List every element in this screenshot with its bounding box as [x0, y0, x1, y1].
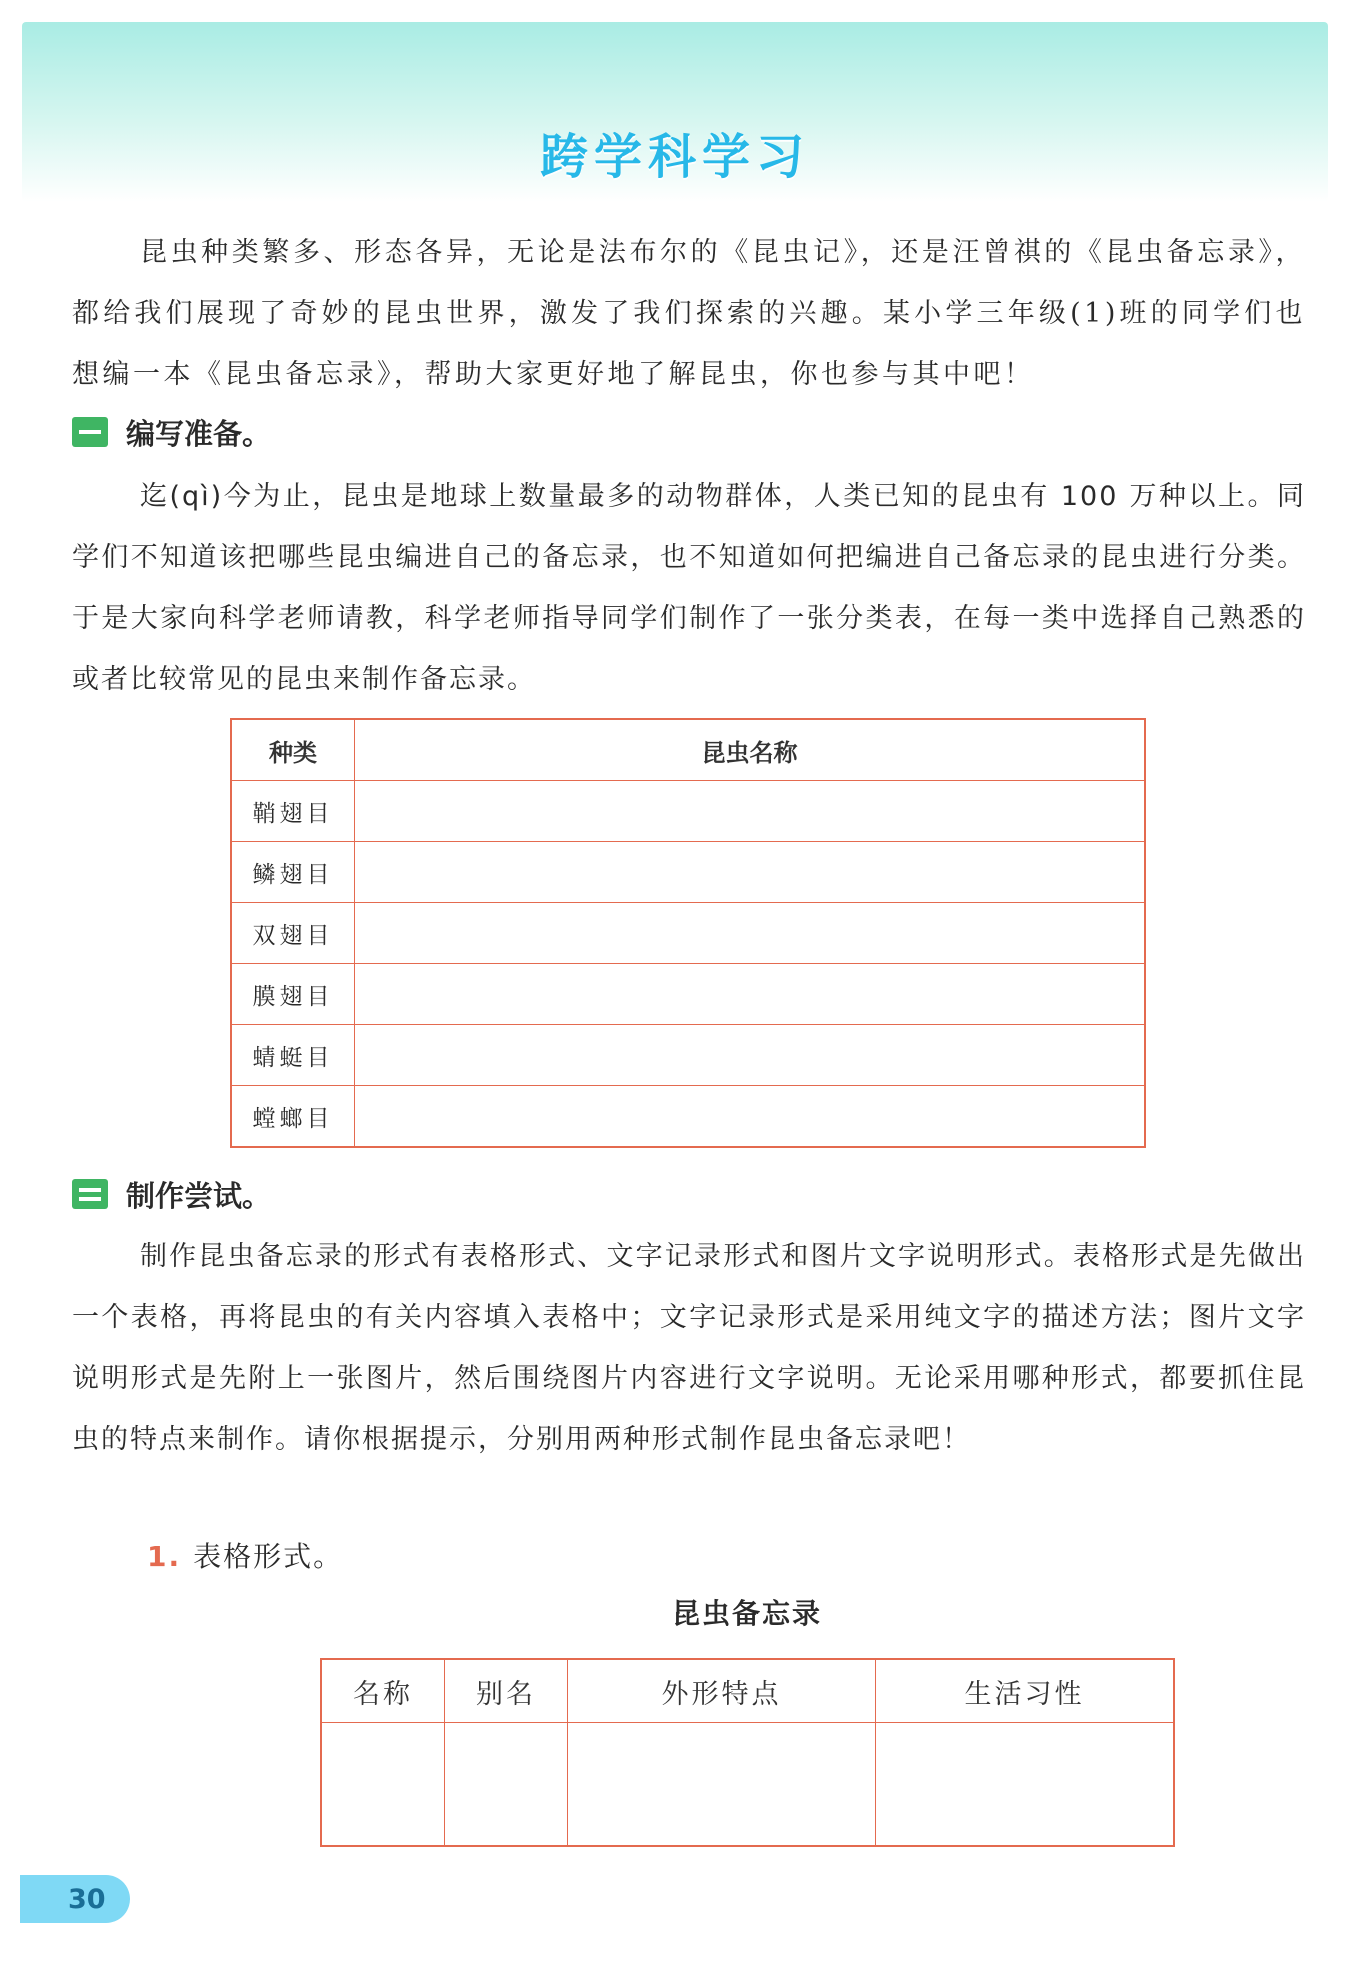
- memo-table-title: 昆虫备忘录: [671, 1597, 822, 1630]
- insect-name-cell[interactable]: [355, 1025, 1146, 1086]
- memo-alias-cell[interactable]: [445, 1723, 568, 1847]
- numeral-two-icon: [79, 1188, 101, 1201]
- table-row: [231, 903, 1145, 964]
- category-cell: 螳螂目: [231, 1086, 355, 1148]
- memo-header-alias: 别名: [445, 1659, 568, 1723]
- insect-name-cell[interactable]: [355, 781, 1146, 842]
- table-row: [231, 781, 1145, 842]
- header-category: 种类: [231, 719, 355, 781]
- page-number-tab: [20, 1875, 130, 1923]
- section-1-title: 编写准备。: [126, 416, 272, 451]
- memo-habits-cell[interactable]: [876, 1723, 1175, 1847]
- insect-name-cell[interactable]: [355, 1086, 1146, 1148]
- table-row: [231, 964, 1145, 1025]
- category-cell: 双翅目: [231, 903, 355, 964]
- insect-name-cell[interactable]: [355, 903, 1146, 964]
- insect-name-cell[interactable]: [355, 842, 1146, 903]
- section-1-paragraph: 迄(qì)今为止，昆虫是地球上数量最多的动物群体，人类已知的昆虫有 100 万种以上。同学们不知道该把哪些昆虫编进自己的备忘录，也不知道如何把编进自己备忘录的昆虫进行分类。于是大家向科学老师请教，科学老师指导同学们制作了一张分类表，在每一类中选择自己熟悉的或者比较常见的昆虫来制作备忘录。: [72, 481, 1306, 695]
- item-1-label: [147, 1535, 343, 1575]
- item-1-number: 1.: [147, 1540, 182, 1573]
- intro-paragraph: 昆虫种类繁多、形态各异，无论是法布尔的《昆虫记》，还是汪曾祺的《昆虫备忘录》，都给我们展现了奇妙的昆虫世界，激发了我们探索的兴趣。某小学三年级(1)班的同学们也想编一本《昆虫备忘录》，帮助大家更好地了解昆虫，你也参与其中吧！: [72, 237, 1306, 390]
- memo-header-appearance: 外形特点: [568, 1659, 876, 1723]
- table-row: [231, 842, 1145, 903]
- page-title: 跨学科学习: [539, 129, 810, 185]
- insect-name-cell[interactable]: [355, 964, 1146, 1025]
- page-number: 30: [68, 1883, 106, 1915]
- memo-header-habits: 生活习性: [876, 1659, 1175, 1723]
- memo-header-name: 名称: [321, 1659, 445, 1723]
- section-2-paragraph: 制作昆虫备忘录的形式有表格形式、文字记录形式和图片文字说明形式。表格形式是先做出一个表格，再将昆虫的有关内容填入表格中；文字记录形式是采用纯文字的描述方法；图片文字说明形式是先附上一张图片，然后围绕图片内容进行文字说明。无论采用哪种形式，都要抓住昆虫的特点来制作。请你根据提示，分别用两种形式制作昆虫备忘录吧！: [72, 1241, 1306, 1455]
- memo-header-row: [321, 1659, 1174, 1723]
- category-cell: 蜻蜓目: [231, 1025, 355, 1086]
- classification-table: [230, 718, 1146, 1148]
- memo-appearance-cell[interactable]: [568, 1723, 876, 1847]
- memo-name-cell[interactable]: [321, 1723, 445, 1847]
- section-1-heading: [72, 414, 271, 450]
- header-insect-name: 昆虫名称: [355, 719, 1146, 781]
- section-2-badge: [72, 1179, 108, 1209]
- category-cell: 鳞翅目: [231, 842, 355, 903]
- category-cell: 鞘翅目: [231, 781, 355, 842]
- table-header-row: [231, 719, 1145, 781]
- category-cell: 膜翅目: [231, 964, 355, 1025]
- section-1-badge: [72, 417, 108, 447]
- item-1-text: 表格形式。: [193, 1540, 344, 1573]
- table-row: [231, 1086, 1145, 1148]
- memo-input-row: [321, 1723, 1174, 1847]
- section-2-title: 制作尝试。: [126, 1178, 272, 1213]
- numeral-one-icon: [79, 430, 101, 434]
- section-2-heading: [72, 1176, 271, 1212]
- table-row: [231, 1025, 1145, 1086]
- memo-table: [320, 1658, 1175, 1847]
